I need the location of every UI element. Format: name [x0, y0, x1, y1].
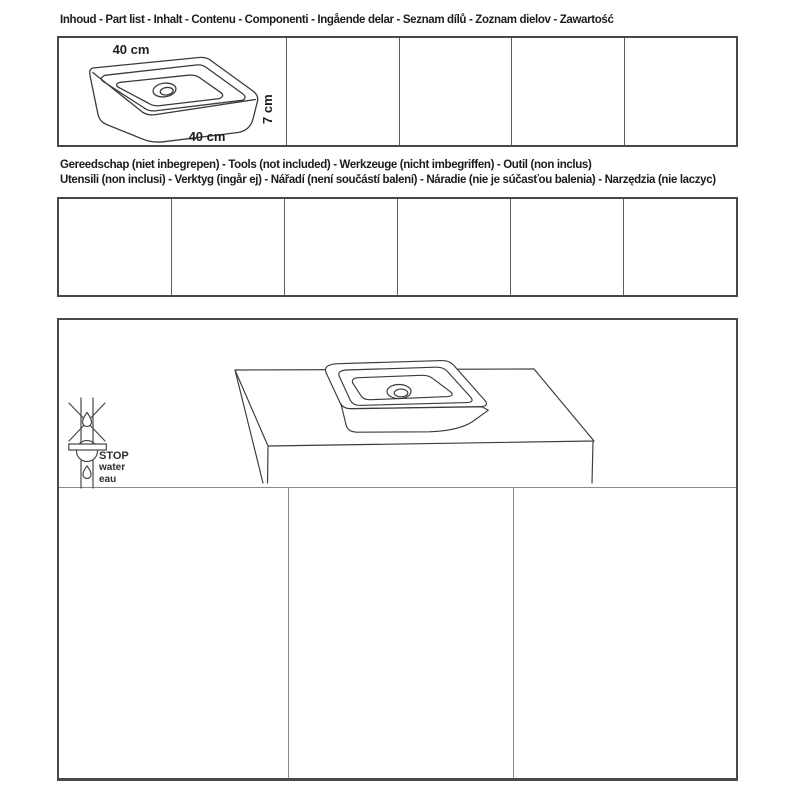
parts-list-header: Inhoud - Part list - Inhalt - Contenu - Componenti - Ingående delar - Seznam dílů - Zoznam dielov - Zawartość — [60, 14, 614, 26]
width-dimension-bottom-label: 40 cm — [188, 129, 226, 144]
height-dimension-label: 7 cm — [260, 94, 275, 124]
tools-grid-cell — [59, 199, 171, 295]
parts-grid-cell — [624, 38, 737, 145]
washbasin-illustration — [59, 38, 286, 145]
parts-grid-cell — [399, 38, 512, 145]
part-item-cell — [59, 38, 286, 145]
diagram-column — [288, 488, 513, 778]
diagram-step-columns — [59, 488, 736, 778]
parts-grid — [57, 36, 738, 147]
parts-grid-cell — [511, 38, 624, 145]
tools-grid-cell — [284, 199, 397, 295]
tools-header-line2: Utensili (non inclusi) - Verktyg (ingår ej) - Nářadí (není součástí balení) - Náradie (nie je súčasťou balenia) - Narzędzia (nie laczyc) — [60, 174, 716, 186]
parts-grid-cell — [286, 38, 399, 145]
countertop-installation-illustration — [59, 320, 736, 487]
eau-label: eau — [99, 473, 117, 485]
diagram-column — [513, 488, 736, 778]
diagram-column — [59, 488, 288, 778]
tools-grid — [57, 197, 738, 297]
drain-hole — [387, 385, 411, 399]
tools-grid-cell — [397, 199, 510, 295]
stop-water-labels — [99, 450, 129, 485]
installation-diagram-panel — [57, 318, 738, 781]
water-label: water — [99, 462, 126, 473]
tools-grid-cell — [510, 199, 623, 295]
width-dimension-top-label: 40 cm — [112, 42, 150, 57]
installation-drawing-area — [59, 320, 736, 488]
stop-label: STOP — [99, 450, 129, 462]
tools-grid-cell — [171, 199, 284, 295]
tools-header-line1: Gereedschap (niet inbegrepen) - Tools (not included) - Werkzeuge (nicht imbegriffen) - Outil (non inclus) — [60, 159, 592, 171]
tools-grid-cell — [623, 199, 736, 295]
